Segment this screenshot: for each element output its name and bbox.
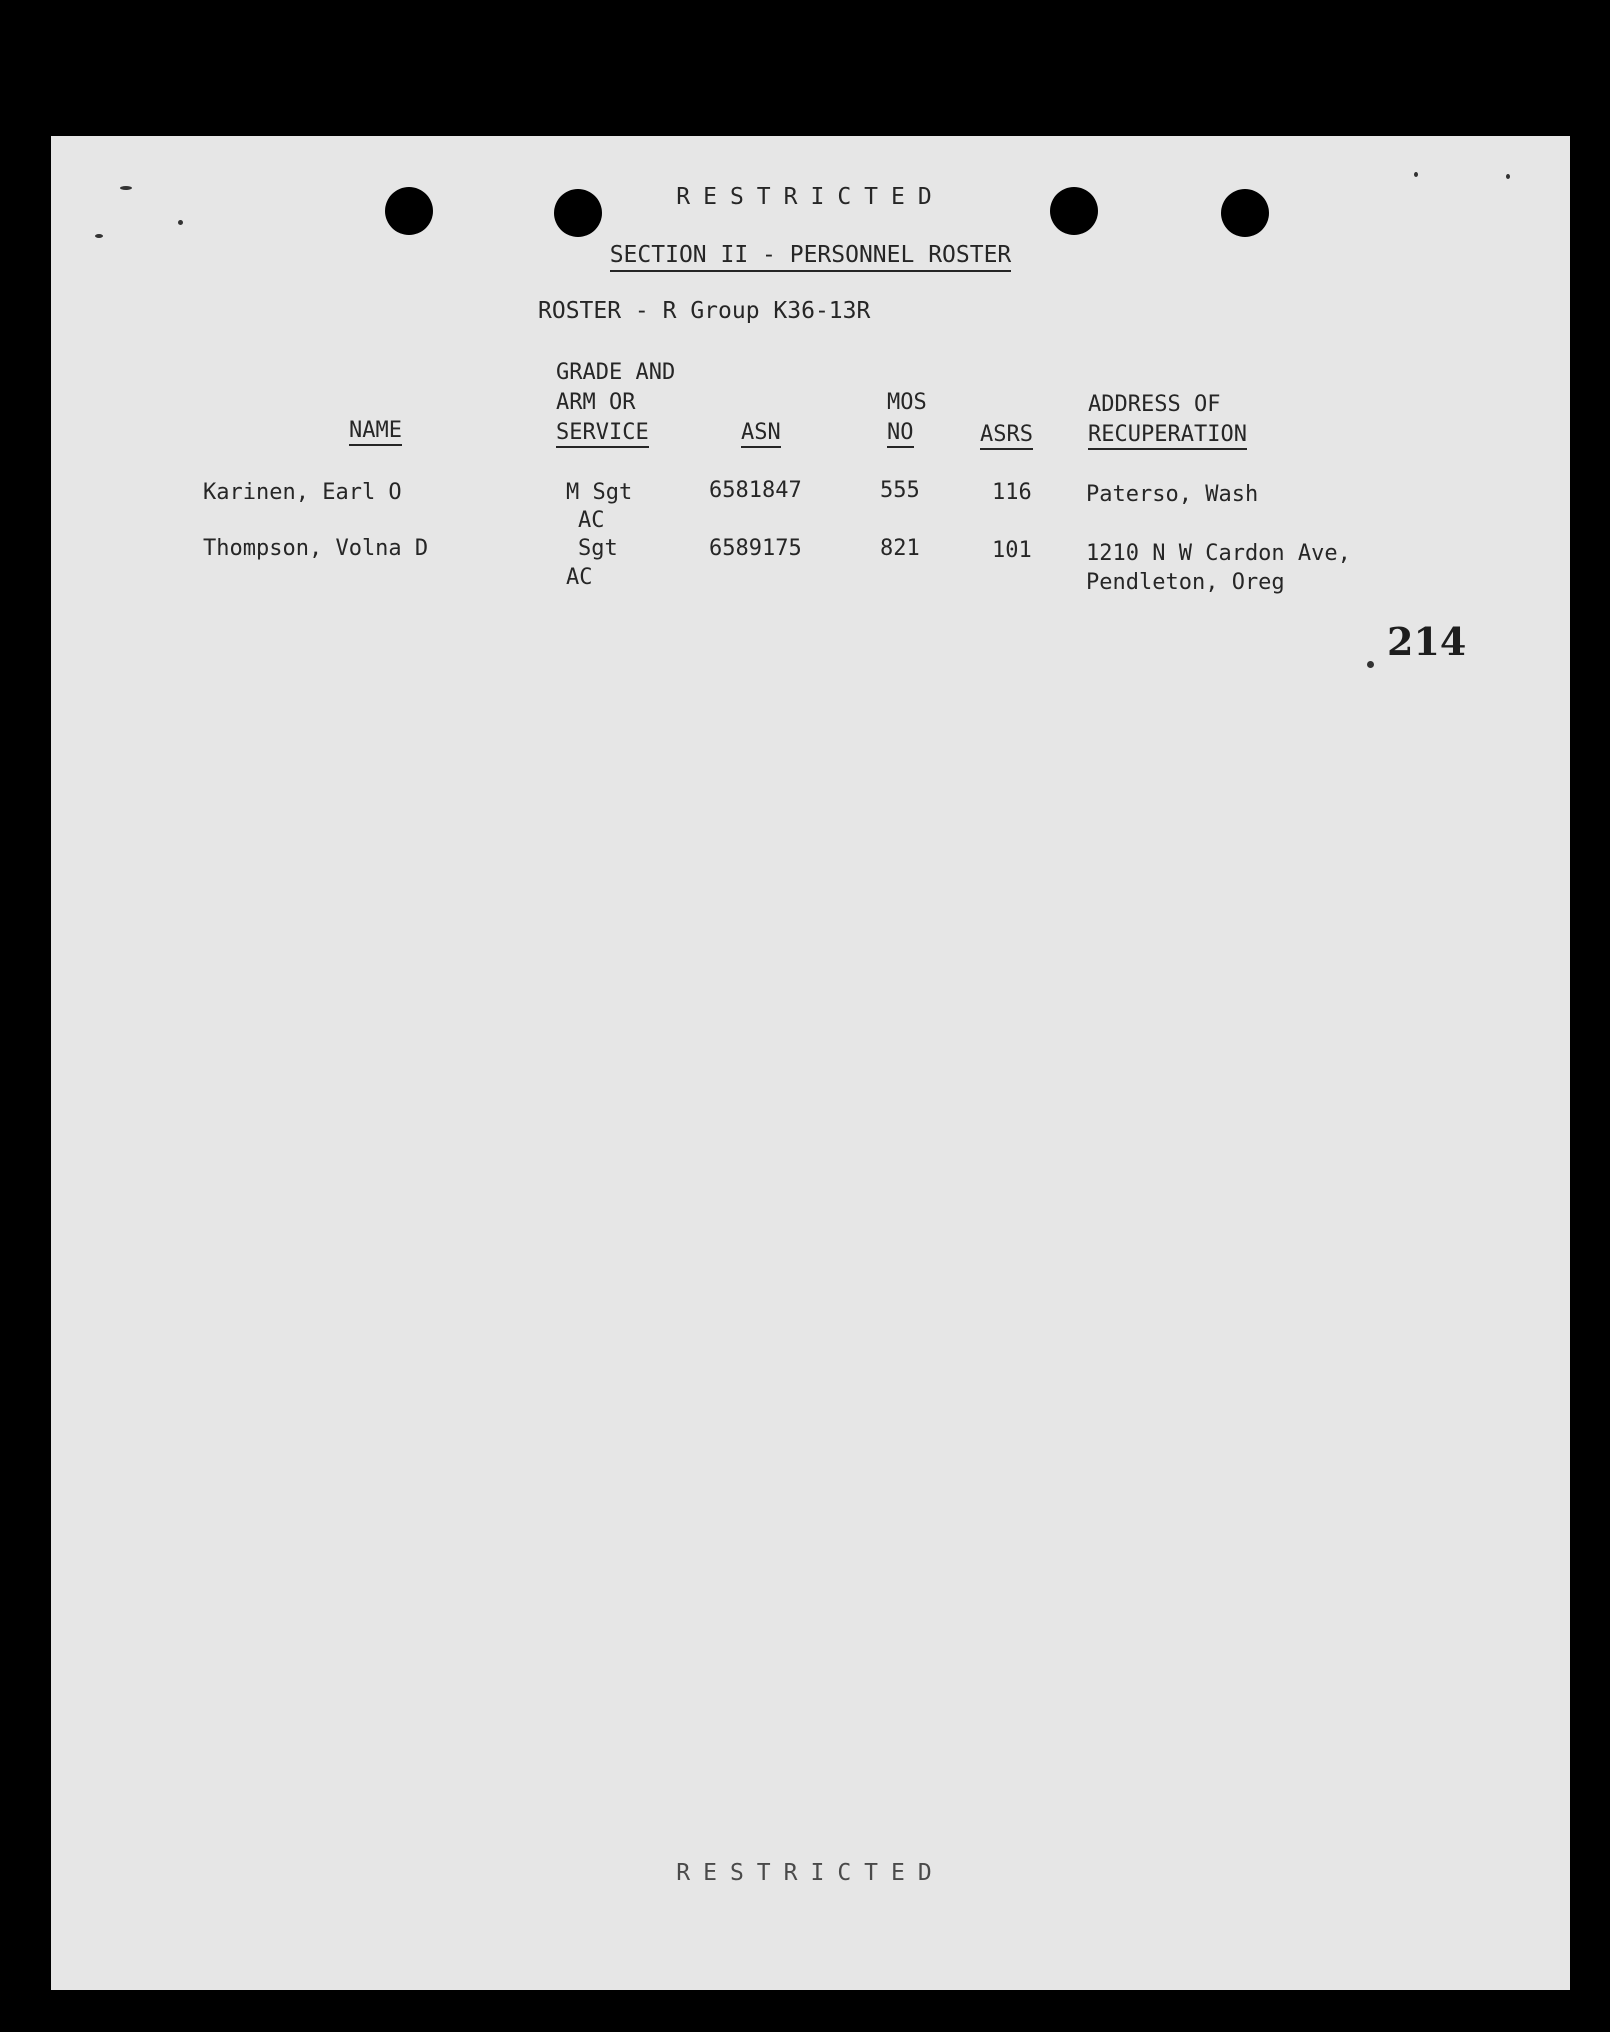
column-header-grade-line2: ARM OR	[556, 390, 636, 415]
table-row-asrs: 101	[992, 538, 1032, 563]
ink-speck	[1414, 172, 1418, 177]
column-header-mos-line1: MOS	[887, 390, 927, 415]
column-header-name-text: NAME	[349, 418, 402, 446]
table-row-asn: 6589175	[709, 536, 802, 561]
document-page	[51, 136, 1570, 1990]
ink-speck	[95, 234, 103, 238]
classification-header: RESTRICTED	[676, 184, 945, 210]
table-row-mos: 821	[880, 536, 920, 561]
table-row-grade: Sgt	[578, 536, 618, 561]
table-row-name: Thompson, Volna D	[203, 536, 429, 561]
table-row-name: Karinen, Earl O	[203, 480, 402, 505]
column-header-name	[349, 416, 402, 446]
table-row-address: 1210 N W Cardon Ave,	[1086, 541, 1351, 566]
table-row-asrs: 116	[992, 480, 1032, 505]
ink-dot	[1367, 661, 1374, 668]
table-row-grade: M Sgt	[566, 480, 633, 505]
table-row-mos: 555	[880, 478, 920, 503]
table-row-asn: 6581847	[709, 478, 802, 503]
column-header-asn-text: ASN	[741, 420, 781, 448]
table-row-arm: AC	[578, 508, 605, 533]
table-row-address: Paterso, Wash	[1086, 482, 1259, 507]
column-header-grade-line1: GRADE AND	[556, 360, 676, 385]
column-header-mos	[887, 388, 927, 448]
column-header-asrs	[980, 420, 1033, 450]
column-header-asrs-text: ASRS	[980, 422, 1033, 450]
section-title-text: SECTION II - PERSONNEL ROSTER	[610, 242, 1012, 272]
ink-speck	[1506, 174, 1510, 179]
column-header-mos-line2: NO	[887, 420, 914, 448]
ink-speck	[178, 220, 183, 225]
column-header-asn	[741, 418, 781, 448]
column-header-grade-line3: SERVICE	[556, 420, 649, 448]
column-header-grade	[556, 358, 675, 448]
table-row-arm: AC	[566, 565, 593, 590]
column-header-address	[1088, 390, 1247, 450]
column-header-address-line1: ADDRESS OF	[1088, 392, 1221, 417]
table-row-address-line2: Pendleton, Oreg	[1086, 570, 1285, 595]
page-number: 214	[1387, 619, 1467, 664]
classification-footer: RESTRICTED	[676, 1860, 945, 1886]
roster-title: ROSTER - R Group K36-13R	[538, 298, 871, 324]
section-title	[51, 242, 1570, 268]
column-header-address-line2: RECUPERATION	[1088, 422, 1247, 450]
